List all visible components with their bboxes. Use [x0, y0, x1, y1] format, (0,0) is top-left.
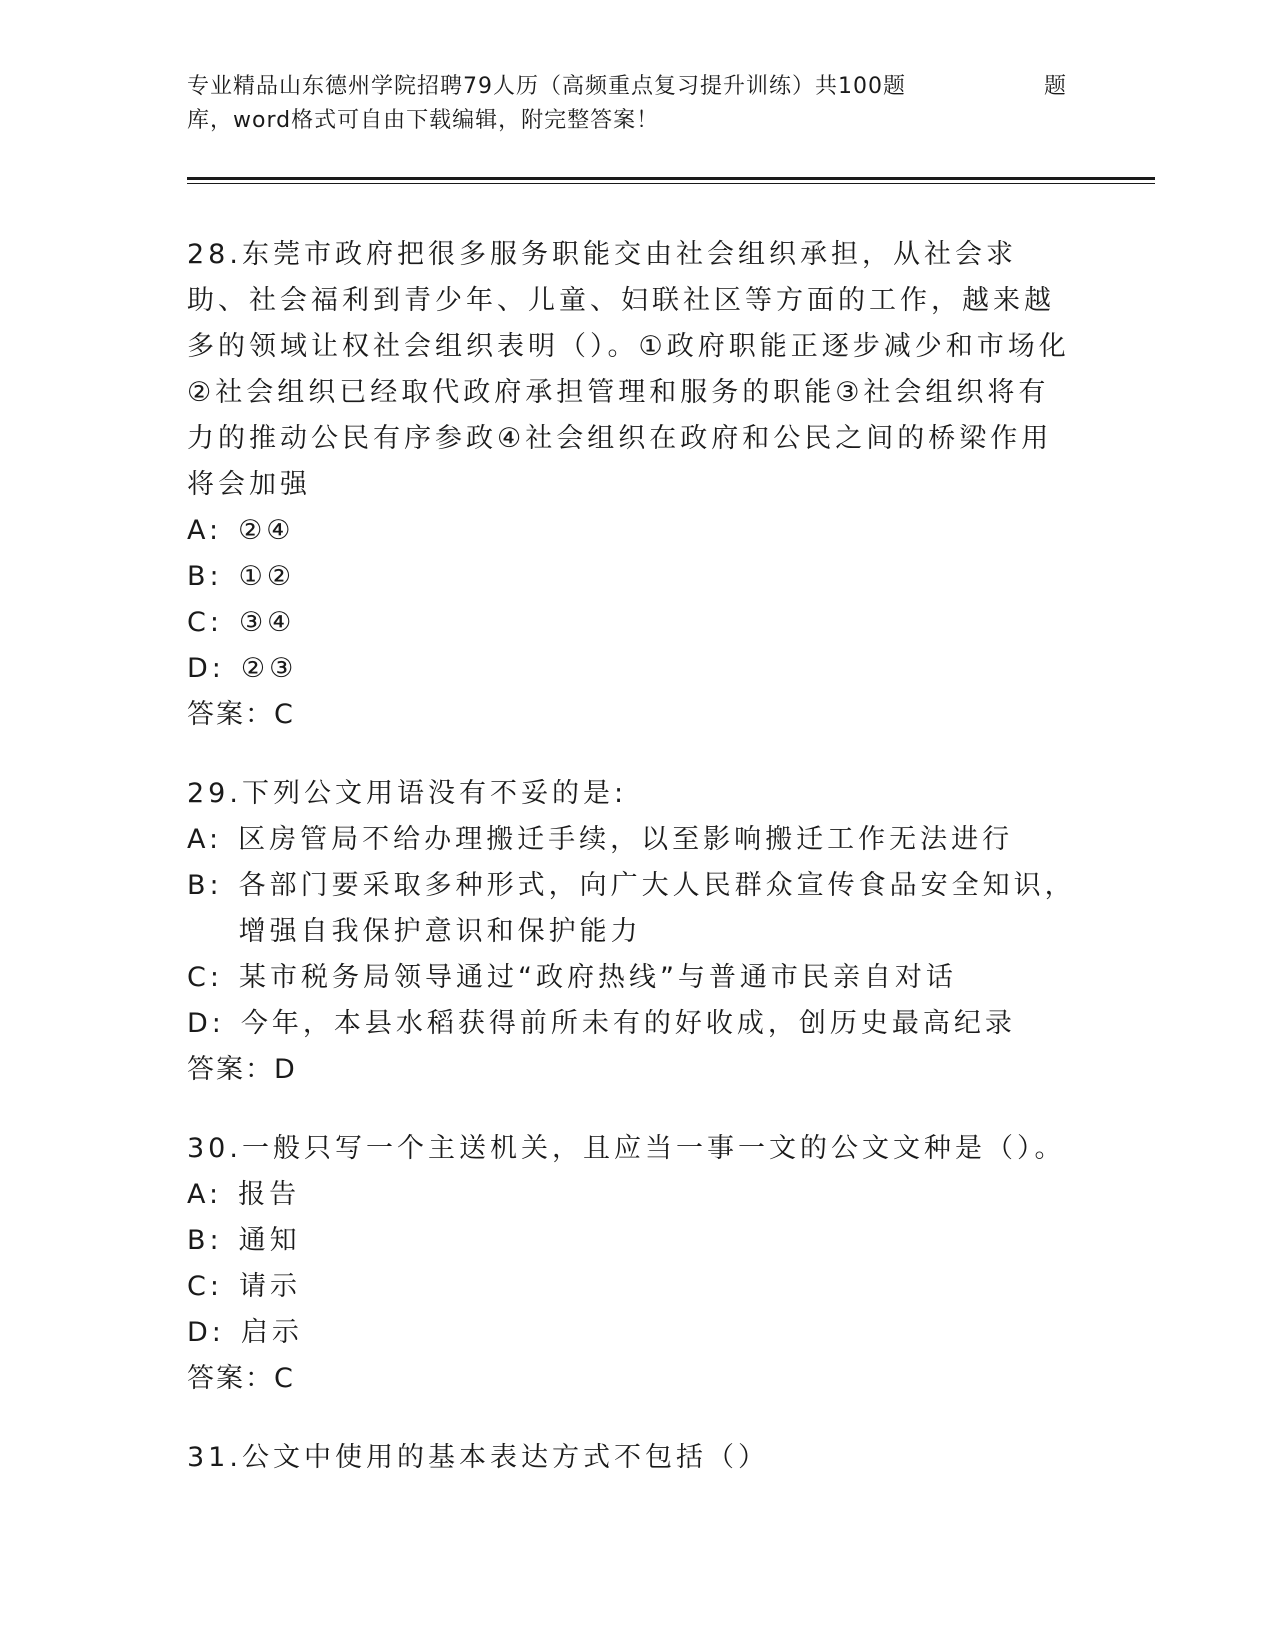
- question-29: [187, 771, 1077, 1093]
- question-30: [187, 1126, 1077, 1402]
- answer-line: 答案：C: [187, 699, 295, 730]
- option-a: [187, 1172, 1077, 1218]
- header-title-text: 专业精品山东德州学院招聘79人历（高频重点复习提升训练）共100题: [187, 74, 906, 99]
- option-text: ②③: [240, 653, 298, 684]
- question-list: [187, 232, 1077, 1514]
- header-divider-thin: [187, 183, 1155, 184]
- option-label: A:: [187, 824, 223, 855]
- answer-line: 答案：D: [187, 1054, 297, 1085]
- option-text: 通知: [238, 1225, 301, 1256]
- option-text: 区房管局不给办理搬迁手续，以至影响搬迁工作无法进行: [238, 824, 1014, 855]
- option-label: C:: [187, 962, 223, 993]
- option-text: 各部门要采取多种形式，向广大人民群众宣传食品安全知识，增强自我保护意识和保护能力: [238, 870, 1076, 947]
- option-a: [187, 817, 1077, 863]
- header-title-tail: 题: [1043, 74, 1067, 99]
- option-text: ②④: [238, 515, 295, 546]
- option-text: 请示: [238, 1271, 301, 1302]
- question-28: [187, 232, 1077, 738]
- option-label: A:: [187, 515, 223, 546]
- option-label: B:: [187, 870, 223, 901]
- option-label: C:: [187, 1271, 223, 1302]
- document-header: [187, 70, 1067, 138]
- option-text: ①②: [238, 561, 296, 592]
- option-label: A:: [187, 1179, 223, 1210]
- header-divider-thick: [187, 177, 1155, 180]
- option-b: [187, 1218, 1077, 1264]
- option-b: [187, 554, 1077, 600]
- answer-line: 答案：C: [187, 1363, 295, 1394]
- option-a: [187, 508, 1077, 554]
- question-stem: 31.公文中使用的基本表达方式不包括（）: [187, 1442, 769, 1473]
- option-label: D:: [187, 1008, 225, 1039]
- option-b: [187, 863, 1077, 955]
- option-text: 某市税务局领导通过“政府热线”与普通市民亲自对话: [238, 962, 957, 993]
- option-label: D:: [187, 653, 225, 684]
- option-c: [187, 1264, 1077, 1310]
- header-line-2: 库，word格式可自由下载编辑，附完整答案！: [187, 108, 660, 133]
- option-label: B:: [187, 1225, 223, 1256]
- option-c: [187, 955, 1077, 1001]
- header-line-1: [187, 70, 1067, 104]
- option-label: B:: [187, 561, 223, 592]
- option-d: [187, 1001, 1077, 1047]
- option-text: 报告: [238, 1179, 301, 1210]
- question-stem: 30.一般只写一个主送机关，且应当一事一文的公文文种是（）。: [187, 1133, 1066, 1164]
- option-text: 启示: [240, 1317, 303, 1348]
- question-stem: 29.下列公文用语没有不妥的是:: [187, 778, 628, 809]
- option-label: D:: [187, 1317, 225, 1348]
- option-c: [187, 600, 1077, 646]
- option-d: [187, 646, 1077, 692]
- question-31: [187, 1435, 1077, 1481]
- option-text: ③④: [238, 607, 296, 638]
- option-text: 今年，本县水稻获得前所未有的好收成，创历史最高纪录: [240, 1008, 1016, 1039]
- option-d: [187, 1310, 1077, 1356]
- option-label: C:: [187, 607, 223, 638]
- question-stem: 28.东莞市政府把很多服务职能交由社会组织承担，从社会求助、社会福利到青少年、儿童、妇联社区等方面的工作，越来越多的领域让权社会组织表明（）。①政府职能正逐步减少和市场化②社会组织已经取代政府承担管理和服务的职能③社会组织将有力的推动公民有序参政④社会组织在政府和公民之间的桥梁作用将会加强: [187, 239, 1070, 500]
